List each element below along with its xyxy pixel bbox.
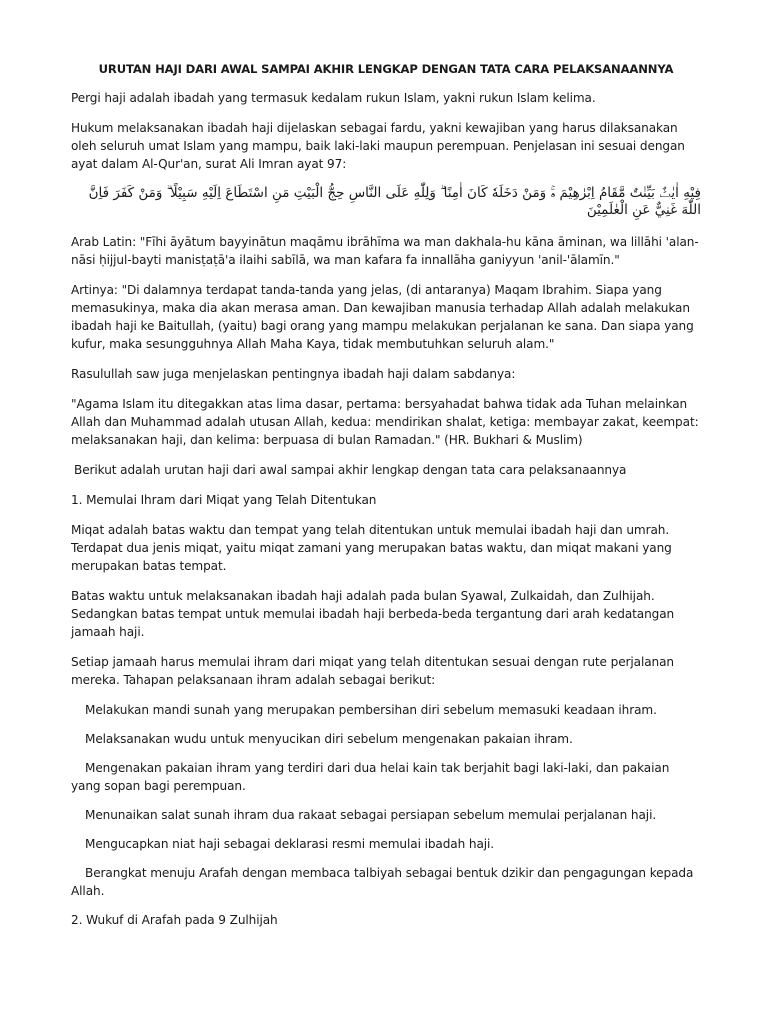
paragraph-rasulullah: Rasulullah saw juga menjelaskan pentingnya ibadah haji dalam sabdanya: — [71, 367, 516, 381]
heading-step-2: 2. Wukuf di Arafah pada 9 Zulhijah — [71, 913, 278, 927]
list-item: Melakukan mandi sunah yang merupakan pembersihan diri sebelum memasuki keadaan ihram. — [85, 703, 657, 717]
list-item: Mengucapkan niat haji sebagai deklarasi resmi memulai ibadah haji. — [85, 837, 495, 851]
paragraph-arab-latin: Arab Latin: "Fīhi āyātum bayyinātun maqāmu ibrāhīma wa man dakhala-hu kāna āminan, wa lillāhi 'alan-nāsi ḥijjul-bayti manisṭaṭā'a ilaihi sabīlā, wa man kafara fa innallāha ganiyyun 'anil-'ālamīn." — [71, 235, 699, 267]
document-page — [71, 62, 701, 941]
paragraph-hukum-haji: Hukum melaksanakan ibadah haji dijelaskan sebagai fardu, yakni kewajiban yang harus dilaksanakan oleh seluruh umat Islam yang mampu, baik laki-laki maupun perempuan. Penjelasan ini sesuai dengan ayat dalam Al-Qur'an, surat Ali Imran ayat 97: — [71, 121, 685, 171]
list-item: Mengenakan pakaian ihram yang terdiri dari dua helai kain tak berjahit bagi laki-laki, dan pakaian yang sopan bagi perempuan. — [71, 761, 670, 793]
list-item: Berangkat menuju Arafah dengan membaca talbiyah sebagai bentuk dzikir dan pengagungan kepada Allah. — [71, 866, 694, 898]
list-item: Melaksanakan wudu untuk menyucikan diri sebelum mengenakan pakaian ihram. — [85, 732, 573, 746]
paragraph-intro: Berikut adalah urutan haji dari awal sampai akhir lengkap dengan tata cara pelaksanaannya — [74, 463, 627, 477]
paragraph-setiap-jamaah: Setiap jamaah harus memulai ihram dari miqat yang telah ditentukan sesuai dengan rute perjalanan mereka. Tahapan pelaksanaan ihram adalah sebagai berikut: — [71, 655, 675, 687]
paragraph-pergi-haji: Pergi haji adalah ibadah yang termasuk kedalam rukun Islam, yakni rukun Islam kelima. — [71, 91, 596, 105]
paragraph-batas-waktu: Batas waktu untuk melaksanakan ibadah haji adalah pada bulan Syawal, Zulkaidah, dan Zulhijah. Sedangkan batas tempat untuk memulai ibadah haji berbeda-beda tergantung dari arah kedatangan jamaah haji. — [71, 589, 675, 639]
document-title: URUTAN HAJI DARI AWAL SAMPAI AKHIR LENGKAP DENGAN TATA CARA PELAKSANAANNYA — [98, 62, 674, 76]
heading-step-1: 1. Memulai Ihram dari Miqat yang Telah Ditentukan — [71, 493, 377, 507]
arabic-verse: فِيْهِ اٰيٰتٌۢ بَيِّنٰتٌ مَّقَامُ اِبْرٰهِيْمَ ەۚ وَمَنْ دَخَلَهٗ كَانَ اٰمِنًا ۗ وَلِلّٰهِ عَلَى النَّاسِ حِجُّ الْبَيْتِ مَنِ اسْتَطَاعَ اِلَيْهِ سَبِيْلًا ۗ وَمَنْ كَفَرَ فَاِنَّ اللّٰهَ غَنِيٌّ عَنِ الْعٰلَمِيْنَ — [88, 185, 701, 218]
paragraph-miqat-definition: Miqat adalah batas waktu dan tempat yang telah ditentukan untuk memulai ibadah haji dan umrah. Terdapat dua jenis miqat, yaitu miqat zamani yang merupakan batas waktu, dan miqat makani yang merupakan batas tempat. — [71, 523, 672, 573]
paragraph-artinya: Artinya: "Di dalamnya terdapat tanda-tanda yang jelas, (di antaranya) Maqam Ibrahim. Siapa yang memasukinya, maka dia akan merasa aman. Dan kewajiban manusia terhadap Allah adalah melakukan ibadah haji ke Baitullah, (yaitu) bagi orang yang mampu melakukan perjalanan ke sana. Dan siapa yang kufur, maka sesungguhnya Allah Maha Kaya, tidak membutuhkan seluruh alam." — [71, 283, 694, 351]
paragraph-hadith: "Agama Islam itu ditegakkan atas lima dasar, pertama: bersyahadat bahwa tidak ada Tuhan melainkan Allah dan Muhammad adalah utusan Allah, kedua: mendirikan shalat, ketiga: membayar zakat, keempat: melaksanakan haji, dan kelima: berpuasa di bulan Ramadan." (HR. Bukhari & Muslim) — [71, 397, 699, 447]
list-item: Menunaikan salat sunah ihram dua rakaat sebagai persiapan sebelum memulai perjalanan haji. — [85, 808, 657, 822]
